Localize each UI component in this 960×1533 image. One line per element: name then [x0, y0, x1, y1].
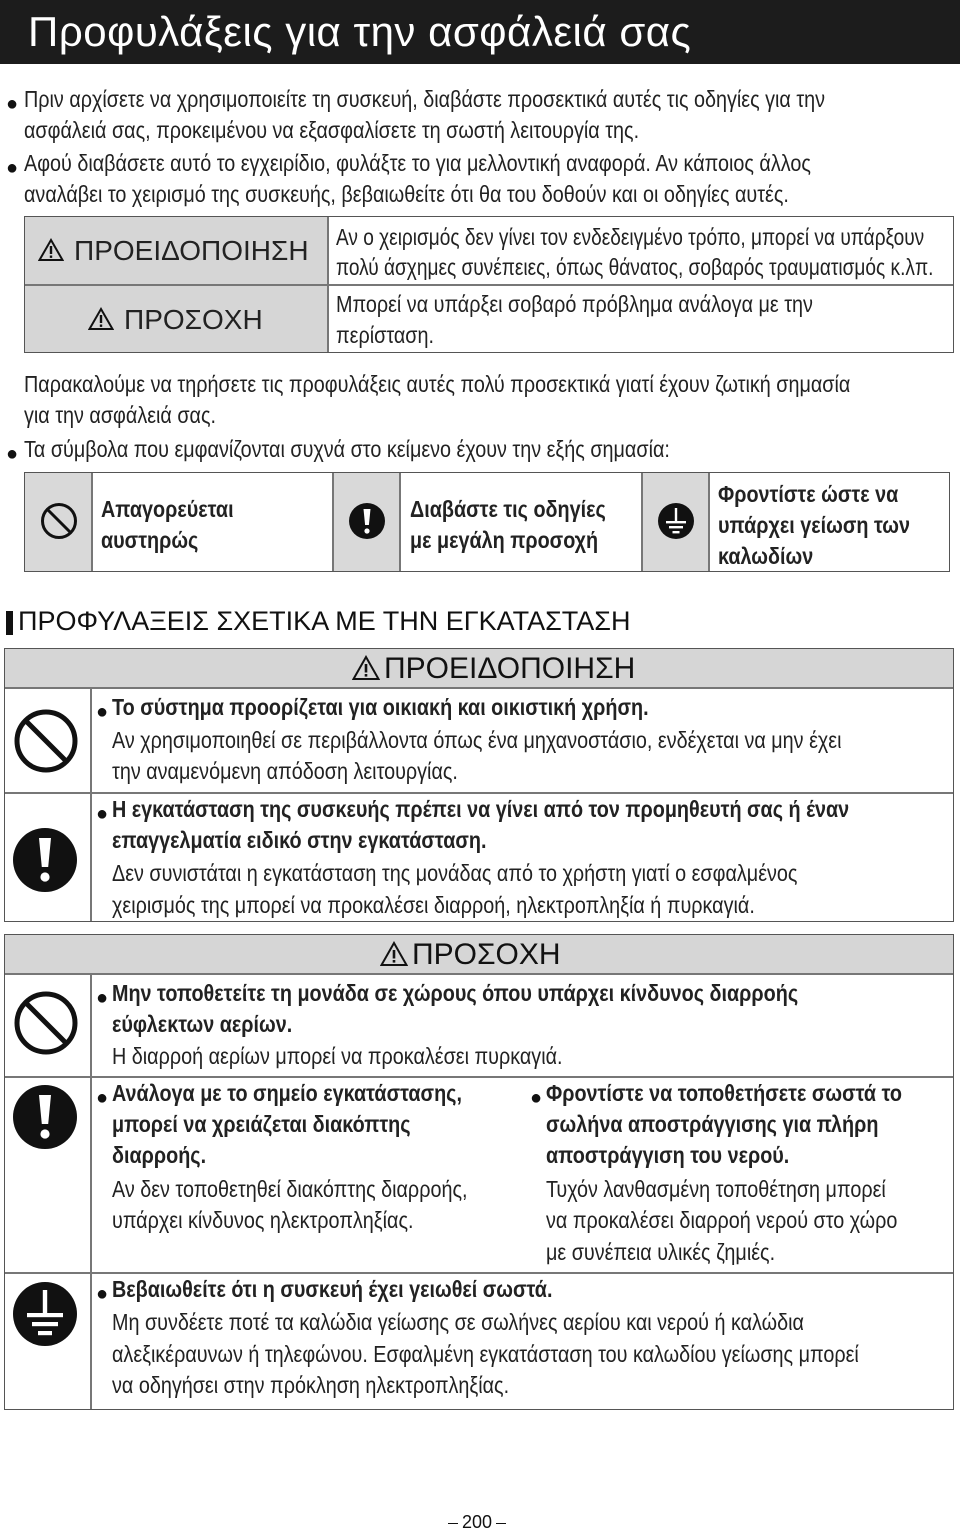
caution-item-1-title-line-2: εύφλεκτων αερίων. — [112, 1011, 293, 1037]
ground-label-line-3: καλωδίων — [718, 543, 814, 569]
bullet-dot: ● — [96, 1283, 109, 1305]
warning-triangle-icon — [88, 307, 114, 331]
warning-item-1-title: Το σύστημα προορίζεται για οικιακή και οικιστική χρήση. — [112, 694, 649, 720]
table-divider — [332, 473, 334, 571]
section-heading: ΠΡΟΦΥΛΑΞΕΙΣ ΣΧΕΤΙΚΑ ΜΕ ΤΗΝ ΕΓΚΑΤΑΣΤΑΣΗ — [18, 606, 631, 636]
intro-1-line-2: ασφάλειά σας, προκειμένου να εξασφαλίσετε τη σωστή λειτουργία της. — [24, 117, 640, 143]
caution-item-3-line-2: να προκαλέσει διαρροή νερού στο χώρο — [546, 1207, 898, 1233]
importance-note-line-1: Παρακαλούμε να τηρήσετε τις προφυλάξεις αυτές πολύ προσεκτικά γιατί έχουν ζωτική σημασία — [24, 371, 851, 397]
box-divider — [90, 688, 92, 921]
bullet-dot: ● — [96, 803, 109, 825]
read-label-line-1: Διαβάστε τις οδηγίες — [410, 496, 606, 522]
caution-item-2-title-line-3: διαρροής. — [112, 1142, 207, 1168]
bullet-dot: ● — [96, 1087, 109, 1109]
symbols-intro: Τα σύμβολα που εμφανίζονται συχνά στο κείμενο έχουν την εξής σημασία: — [24, 436, 670, 462]
caution-item-1-line-1: Η διαρροή αερίων μπορεί να προκαλέσει πυρκαγιά. — [112, 1043, 563, 1069]
warning-triangle-icon — [38, 238, 64, 262]
box-divider — [90, 974, 92, 1409]
bullet-dot: ● — [96, 987, 109, 1009]
caution-item-3-line-3: με συνέπεια υλικές ζημιές. — [546, 1239, 776, 1265]
box-divider — [5, 687, 953, 689]
caution-description-line-1: Μπορεί να υπάρξει σοβαρό πρόβλημα ανάλογα με την — [336, 291, 813, 317]
dash-decoration — [496, 1523, 506, 1525]
warning-item-1-line-1: Αν χρησιμοποιηθεί σε περιβάλλοντα όπως ένα μηχανοστάσιο, ενδέχεται να μην έχει — [112, 727, 842, 753]
prohibited-icon — [13, 990, 79, 1056]
mandatory-exclamation-icon — [348, 502, 386, 540]
caution-item-4-line-2: αλεξικέραυνων ή τηλεφώνου. Εσφαλμένη εγκατάσταση του καλωδίου γείωσης μπορεί — [112, 1341, 859, 1367]
caution-item-3-title-line-3: αποστράγγιση του νερού. — [546, 1142, 790, 1168]
dash-decoration — [448, 1523, 458, 1525]
intro-2-line-1: Αφού διαβάσετε αυτό το εγχειρίδιο, φυλάξτε το για μελλοντική αναφορά. Αν κάποιος άλλος — [24, 150, 811, 176]
caution-item-4-line-3: να οδηγήσει στην πρόκληση ηλεκτροπληξίας. — [112, 1372, 510, 1398]
read-label-line-2: με μεγάλη προσοχή — [410, 527, 599, 553]
caution-item-2-title-line-2: μπορεί να χρειάζεται διακόπτης — [112, 1111, 411, 1137]
warning-triangle-icon — [380, 941, 408, 967]
bullet-dot: ● — [6, 157, 19, 179]
caution-item-3-line-1: Τυχόν λανθασμένη τοποθέτηση μπορεί — [546, 1176, 886, 1202]
warning-description-line-2: πολύ άσχημες συνέπειες, όπως θάνατος, σοβαρός τραυματισμός κ.λπ. — [336, 254, 934, 280]
intro-2-line-2: αναλάβει το χειρισμό της συσκευής, βεβαιωθείτε ότι θα του δοθούν και οι οδηγίες αυτές. — [24, 181, 789, 207]
ground-label-line-2: υπάρχει γείωση των — [718, 512, 910, 538]
table-divider — [91, 473, 93, 571]
caution-item-4-title: Βεβαιωθείτε ότι η συσκευή έχει γειωθεί σωστά. — [112, 1276, 553, 1302]
table-divider — [641, 473, 643, 571]
legend-divider — [25, 284, 953, 286]
caution-item-2-line-1: Αν δεν τοποθετηθεί διακόπτης διαρροής, — [112, 1176, 468, 1202]
caution-item-1-title-line-1: Μην τοποθετείτε τη μονάδα σε χώρους όπου υπάρχει κίνδυνος διαρροής — [112, 980, 799, 1006]
caution-label: ΠΡΟΣΟΧΗ — [124, 304, 263, 335]
ground-label-line-1: Φροντίστε ώστε να — [718, 481, 899, 507]
prohibited-label-line-2: αυστηρώς — [101, 527, 199, 553]
section-marker — [6, 611, 13, 635]
table-divider — [399, 473, 401, 571]
caution-box-title: ΠΡΟΣΟΧΗ — [412, 938, 561, 971]
table-divider — [708, 473, 710, 571]
warning-label: ΠΡΟΕΙΔΟΠΟΙΗΣΗ — [74, 235, 309, 266]
caution-description-line-2: περίσταση. — [336, 322, 434, 348]
page-title: Προφυλάξεις για την ασφάλειά σας — [28, 8, 692, 55]
caution-item-3-title-line-2: σωλήνα αποστράγγισης για πλήρη — [546, 1111, 879, 1137]
warning-item-2-title-line-1: Η εγκατάσταση της συσκευής πρέπει να γίνει από τον προμηθευτή σας ή έναν — [112, 796, 850, 822]
ground-icon — [657, 502, 695, 540]
mandatory-exclamation-icon — [12, 1084, 78, 1150]
bullet-dot: ● — [6, 93, 19, 115]
warning-triangle-icon — [352, 655, 380, 681]
legend-divider — [327, 217, 329, 352]
warning-description-line-1: Αν ο χειρισμός δεν γίνει τον ενδεδειγμένο τρόπο, μπορεί να υπάρξουν — [336, 224, 925, 250]
warning-item-2-title-line-2: επαγγελματία ειδικό στην εγκατάσταση. — [112, 827, 487, 853]
page-number — [448, 1512, 506, 1533]
caution-item-4-line-1: Μη συνδέετε ποτέ τα καλώδια γείωσης σε σωλήνες αερίου και νερού ή καλώδια — [112, 1309, 804, 1335]
caution-item-2-title-line-1: Ανάλογα με το σημείο εγκατάστασης, — [112, 1080, 462, 1106]
prohibited-label-line-1: Απαγορεύεται — [101, 496, 234, 522]
bullet-dot: ● — [530, 1087, 543, 1109]
caution-item-3-title-line-1: Φροντίστε να τοποθετήσετε σωστά το — [546, 1080, 902, 1106]
intro-1-line-1: Πριν αρχίσετε να χρησιμοποιείτε τη συσκευή, διαβάστε προσεκτικά αυτές τις οδηγίες για την — [24, 86, 826, 112]
box-divider — [5, 1272, 953, 1274]
bullet-dot: ● — [96, 701, 109, 723]
box-divider — [5, 973, 953, 975]
warning-item-2-line-1: Δεν συνιστάται η εγκατάσταση της μονάδας από το χρήστη γιατί ο εσφαλμένος — [112, 860, 798, 886]
page-number-value: 200 — [462, 1512, 493, 1532]
warning-box-title: ΠΡΟΕΙΔΟΠΟΙΗΣΗ — [384, 652, 636, 685]
importance-note-line-2: για την ασφάλειά σας. — [24, 402, 217, 428]
prohibited-icon — [13, 708, 79, 774]
bullet-dot: ● — [6, 443, 19, 465]
box-divider — [5, 792, 953, 794]
prohibited-icon — [40, 502, 78, 540]
ground-icon — [12, 1281, 78, 1347]
box-divider — [5, 1076, 953, 1078]
mandatory-exclamation-icon — [12, 827, 78, 893]
warning-item-2-line-2: χειρισμός της μπορεί να προκαλέσει διαρροή, ηλεκτροπληξία ή πυρκαγιά. — [112, 892, 755, 918]
caution-item-2-line-2: υπάρχει κίνδυνος ηλεκτροπληξίας. — [112, 1207, 414, 1233]
warning-item-1-line-2: την αναμενόμενη απόδοση λειτουργίας. — [112, 758, 458, 784]
